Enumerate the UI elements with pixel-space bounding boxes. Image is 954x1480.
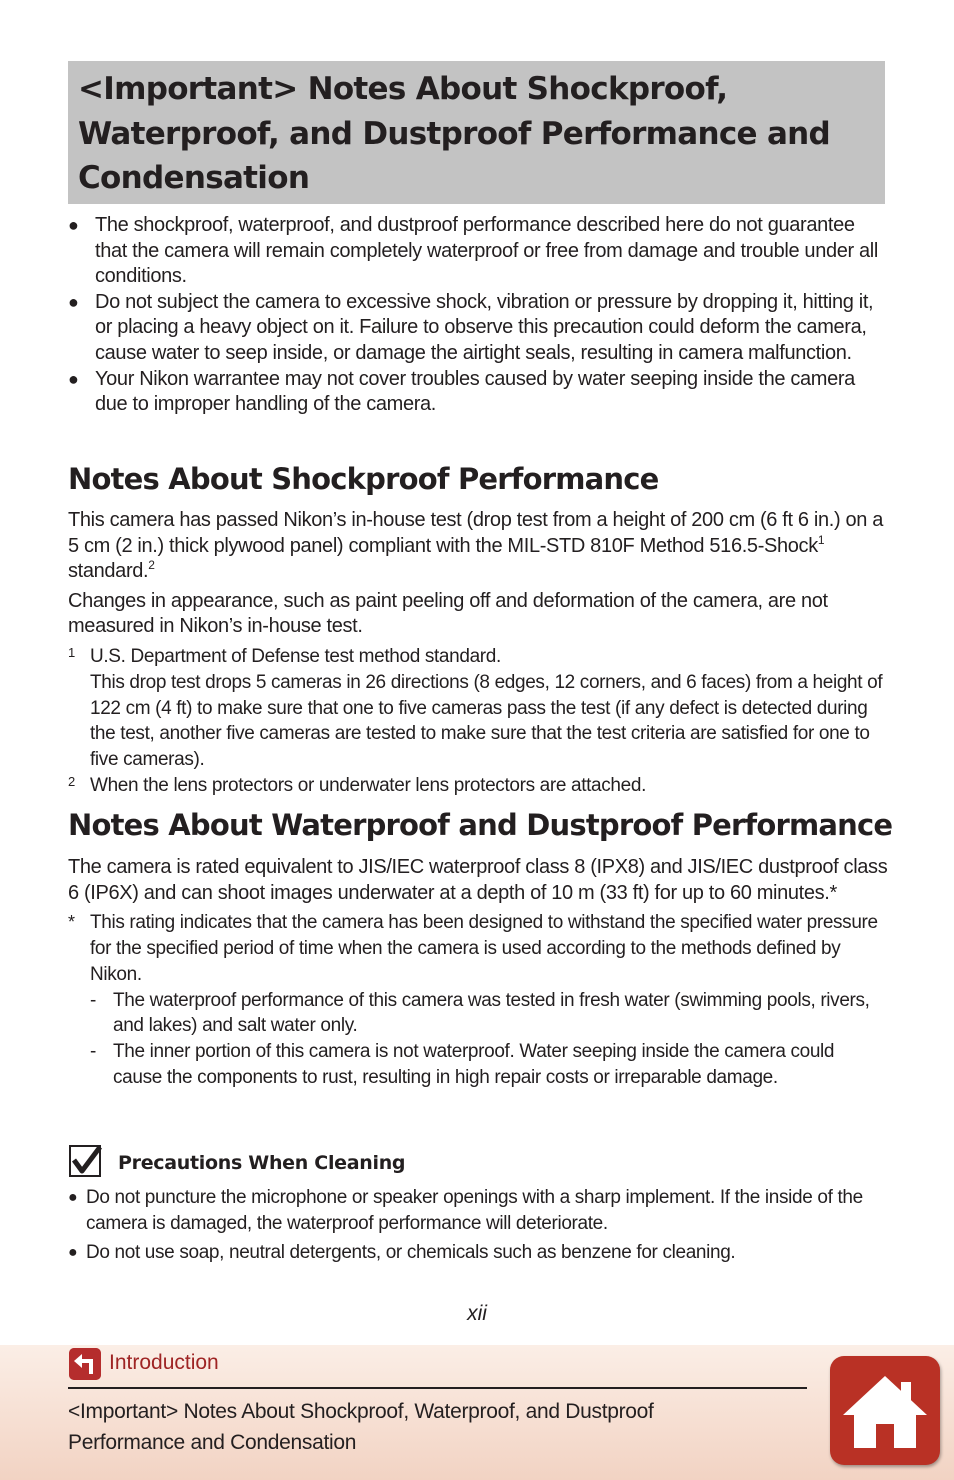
bullet-icon: ● [68,1189,78,1206]
waterproof-paragraph: The camera is rated equivalent to JIS/IEC waterproof class 8 (IPX8) and JIS/IEC dustproof class 6 (IP6X) and can shoot images underwater at a depth of 10 m (33 ft) for up to 60 minutes.* [68,856,888,904]
shockproof-paragraph-2: Changes in appearance, such as paint peeling off and deformation of the camera, are not measured in Nikon’s in-house test. [68,589,828,638]
footer-divider [68,1387,807,1389]
cleaning-bullet-list [68,1185,888,1269]
list-item: ● Do not use soap, neutral detergents, or chemicals such as benzene for cleaning. [68,1240,888,1266]
back-link-introduction[interactable]: Introduction [109,1351,219,1374]
footnote-ref-2[interactable]: 2 [148,558,155,573]
home-icon [830,1356,940,1465]
bullet-icon: ● [68,368,79,389]
cleaning-heading: Precautions When Cleaning [118,1152,406,1174]
list-item: ● Your Nikon warrantee may not cover troubles caused by water seeping inside the camera due to improper handling of the camera. [68,367,855,416]
list-item: ● Do not subject the camera to excessive shock, vibration or pressure by dropping it, hitting it, or placing a heavy object on it. Failure to observe this precaution could deform the camera, cause water to seep inside, or damage the airtight seals, resulting in camera malfunction. [68,290,874,364]
footnote-asterisk: * This rating indicates that the camera has been designed to withstand the specified water pressure for the specified period of time when the camera is used according to the methods defined by Nikon. [68,912,878,985]
bullet-icon: ● [68,215,79,235]
title-banner [68,61,885,204]
sub-item: - The inner portion of this camera is not waterproof. Water seeping inside the camera could cause the components to rust, resulting in high repair costs or irreparable damage. [90,1041,835,1088]
intro-bullet-list [68,213,888,418]
page-number: xii [467,1302,487,1325]
bullet-icon: ● [68,1244,78,1261]
list-item: ● The shockproof, waterproof, and dustproof performance described here do not guarantee that the camera will remain completely waterproof or free from damage and trouble under all conditions. [68,214,878,288]
check-icon [69,1145,103,1177]
waterproof-heading: Notes About Waterproof and Dustproof Performance [68,808,893,842]
sub-item: - The waterproof performance of this camera was tested in fresh water (swimming pools, rivers, and lakes) and salt water only. [90,989,870,1037]
bullet-icon: ● [68,291,79,312]
footnote-2: 2 When the lens protectors or underwater lens protectors are attached. [68,773,647,796]
back-arrow-icon[interactable] [69,1348,101,1380]
breadcrumb[interactable]: <Important> Notes About Shockproof, Waterproof, and Dustproof Performance and Condensation [68,1400,654,1454]
shockproof-heading: Notes About Shockproof Performance [68,462,659,496]
list-item: ● Do not puncture the microphone or speaker openings with a sharp implement. If the inside of the camera is damaged, the waterproof performance will deteriorate. [68,1187,863,1234]
shockproof-paragraph: This camera has passed Nikon’s in-house test (drop test from a height of 200 cm (6 ft 6 in.) on a 5 cm (2 in.) thick plywood panel) compliant with the MIL-STD 810F Method 516.5-Shock$^1$ standard.$^2$ [68,509,883,583]
footnote-1: 1 U.S. Department of Defense test method standard. This drop test drops 5 cameras in 26 directions (8 edges, 12 corners, and 6 faces) from a height of 122 cm (4 ft) to make sure that one to five cameras pass the test (if any defect is detected during the test, another five cameras are tested to make sure that the test criteria are satisfied for one to five cameras). [68,644,883,771]
shockproof-section [68,508,888,799]
footnote-ref-1[interactable]: 1 [817,532,825,547]
home-button[interactable] [830,1356,940,1465]
page-title: <Important> Notes About Shockproof, Waterproof, and Dustproof Performance and Condensation [78,71,831,196]
waterproof-section [68,855,888,1091]
